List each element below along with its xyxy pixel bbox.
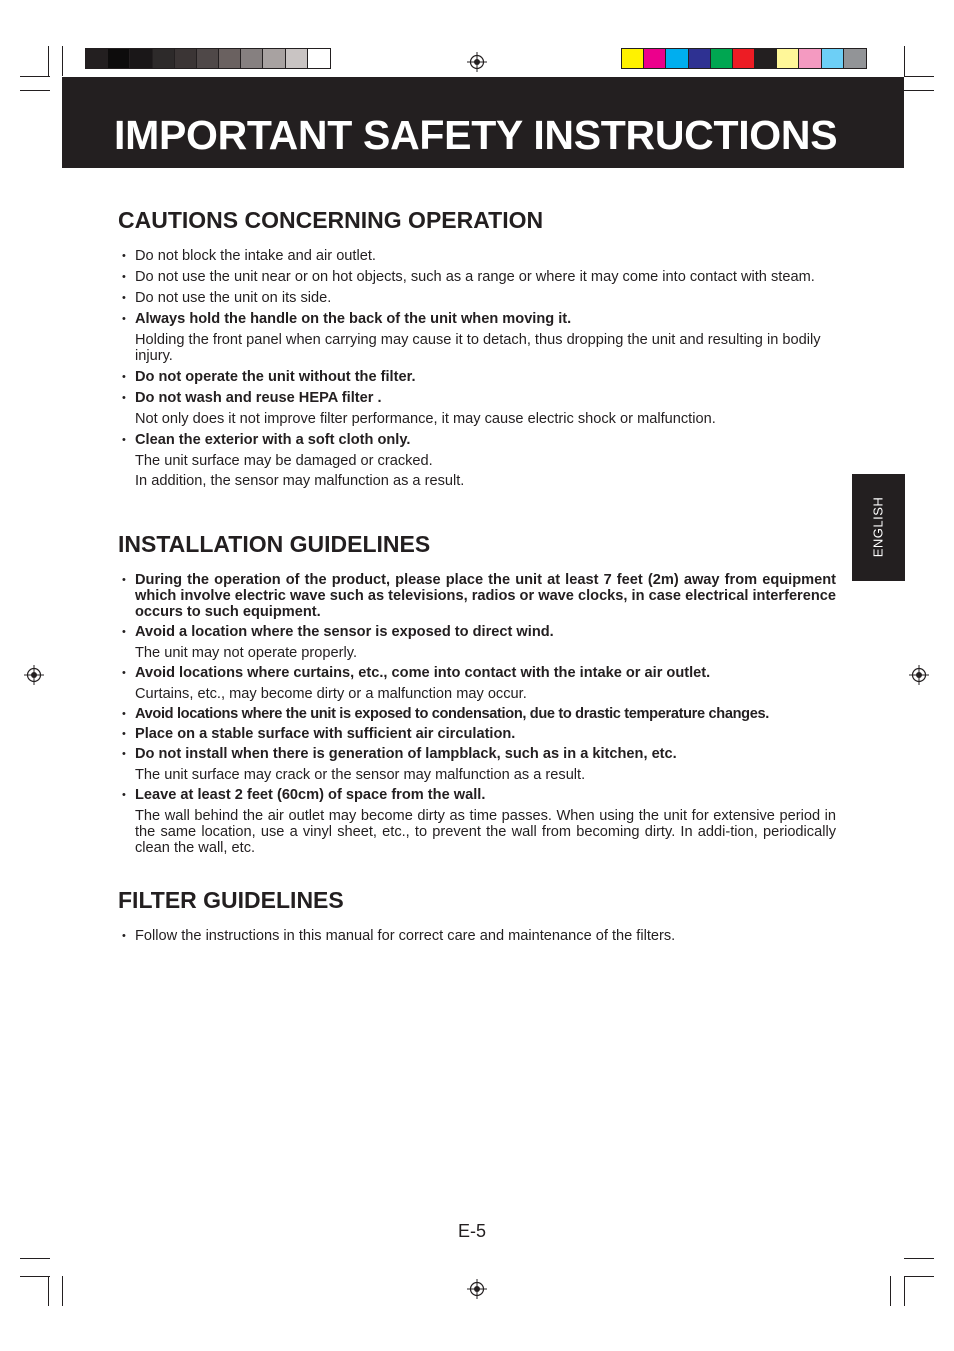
list-item xyxy=(118,311,836,364)
crop-mark xyxy=(904,76,934,77)
crop-mark xyxy=(62,46,63,76)
crop-mark xyxy=(904,90,934,91)
list-item xyxy=(118,269,836,285)
color-swatch xyxy=(777,49,799,68)
color-swatch xyxy=(822,49,844,68)
item-lead-text: • Clean the exterior with a soft cloth only. xyxy=(135,432,411,448)
color-swatch xyxy=(689,49,711,68)
section-filter-guidelines xyxy=(118,886,836,944)
list-item xyxy=(118,390,836,427)
item-note-text: The wall behind the air outlet may become dirty as time passes. When using the unit for extensive period in the same location, use a vinyl sheet, etc., to prevent the wall from becoming dirty. In addi-tion, periodically clean the wall, etc. xyxy=(135,808,836,856)
section-heading: INSTALLATION GUIDELINES xyxy=(118,531,431,557)
color-swatch xyxy=(844,49,866,68)
registration-mark-icon xyxy=(909,665,929,685)
item-lead-text: • Do not block the intake and air outlet. xyxy=(135,248,376,264)
color-swatch xyxy=(241,49,263,68)
bullet-list xyxy=(118,572,836,856)
item-lead-text: • Follow the instructions in this manual for correct care and maintenance of the filters. xyxy=(135,928,676,944)
item-lead-text: • Do not use the unit on its side. xyxy=(135,290,332,306)
color-swatch xyxy=(308,49,330,68)
crop-mark xyxy=(20,90,50,91)
crop-mark xyxy=(904,1276,905,1306)
crop-mark xyxy=(20,1276,50,1277)
crop-mark xyxy=(890,1276,891,1306)
section-heading: CAUTIONS CONCERNING OPERATION xyxy=(118,207,544,233)
color-swatch xyxy=(153,49,175,68)
list-item xyxy=(118,928,836,944)
language-tab xyxy=(852,474,905,581)
color-swatch xyxy=(130,49,152,68)
color-swatch xyxy=(197,49,219,68)
color-swatch xyxy=(108,49,130,68)
crop-mark xyxy=(904,1258,934,1259)
color-swatch xyxy=(799,49,821,68)
registration-mark-icon xyxy=(467,52,487,72)
list-item xyxy=(118,665,836,702)
item-note-text: The unit may not operate properly. xyxy=(135,645,357,661)
registration-mark-icon xyxy=(24,665,44,685)
item-lead-text: • Do not wash and reuse HEPA filter . xyxy=(135,390,382,406)
page-title: IMPORTANT SAFETY INSTRUCTIONS xyxy=(114,112,838,158)
item-lead-text: • Do not use the unit near or on hot objects, such as a range or where it may come into contact with steam. xyxy=(135,269,815,285)
color-swatch xyxy=(733,49,755,68)
color-swatch xyxy=(711,49,733,68)
color-swatch xyxy=(175,49,197,68)
crop-mark xyxy=(62,1276,63,1306)
section-cautions-concerning-operation xyxy=(118,206,836,489)
grayscale-calibration-bar xyxy=(85,48,331,69)
crop-mark xyxy=(48,1276,49,1306)
color-swatch xyxy=(286,49,308,68)
list-item xyxy=(118,746,836,783)
item-note-text: Not only does it not improve filter performance, it may cause electric shock or malfunction. xyxy=(135,411,716,427)
color-swatch xyxy=(622,49,644,68)
color-swatch xyxy=(219,49,241,68)
bullet-list xyxy=(118,248,836,489)
list-item xyxy=(118,248,836,264)
list-item xyxy=(118,369,836,385)
item-lead-text: • Leave at least 2 feet (60cm) of space from the wall. xyxy=(135,787,486,803)
color-swatch xyxy=(644,49,666,68)
item-note-text: The unit surface may be damaged or cracked. xyxy=(135,453,433,469)
list-item xyxy=(118,432,836,489)
item-note-text: Holding the front panel when carrying may cause it to detach, thus dropping the unit and resulting in bodily injury. xyxy=(135,332,821,364)
list-item xyxy=(118,787,836,856)
item-note-text: Curtains, etc., may become dirty or a malfunction may occur. xyxy=(135,686,527,702)
list-item xyxy=(118,624,836,661)
list-item xyxy=(118,572,836,620)
color-swatch xyxy=(263,49,285,68)
color-swatch xyxy=(666,49,688,68)
item-lead-text: • Avoid a location where the sensor is exposed to direct wind. xyxy=(135,624,554,640)
item-note-text: The unit surface may crack or the sensor may malfunction as a result. xyxy=(135,767,586,783)
list-item xyxy=(118,706,836,722)
language-tab-label: ENGLISH xyxy=(870,496,886,558)
bullet-list xyxy=(118,928,836,944)
crop-mark xyxy=(20,76,50,77)
crop-mark xyxy=(904,1276,934,1277)
list-item xyxy=(118,726,836,742)
list-item xyxy=(118,290,836,306)
item-lead-text: • Do not operate the unit without the filter. xyxy=(135,369,416,385)
color-calibration-bar xyxy=(621,48,867,69)
item-lead-text: • Place on a stable surface with sufficient air circulation. xyxy=(135,726,516,742)
item-note-text: In addition, the sensor may malfunction as a result. xyxy=(135,473,465,489)
item-lead-text: • During the operation of the product, please place the unit at least 7 feet (2m) away from equipment which involve electric wave such as televisions, radios or wave clocks, in case electrical interference occurs to such equipment. xyxy=(135,572,836,620)
item-lead-text: • Do not install when there is generation of lampblack, such as in a kitchen, etc. xyxy=(135,746,677,762)
section-installation-guidelines xyxy=(118,530,836,856)
registration-mark-icon xyxy=(467,1279,487,1299)
color-swatch xyxy=(86,49,108,68)
item-lead-text: • Avoid locations where curtains, etc., come into contact with the intake or air outlet. xyxy=(135,665,711,681)
title-banner xyxy=(62,77,904,168)
color-swatch xyxy=(755,49,777,68)
item-lead-text: • Avoid locations where the unit is exposed to condensation, due to drastic temperature changes. xyxy=(135,706,769,722)
crop-mark xyxy=(904,46,905,76)
crop-mark xyxy=(48,46,49,76)
section-heading: FILTER GUIDELINES xyxy=(118,887,344,913)
crop-mark xyxy=(20,1258,50,1259)
item-lead-text: • Always hold the handle on the back of the unit when moving it. xyxy=(135,311,572,327)
page-number: E-5 xyxy=(458,1221,487,1241)
